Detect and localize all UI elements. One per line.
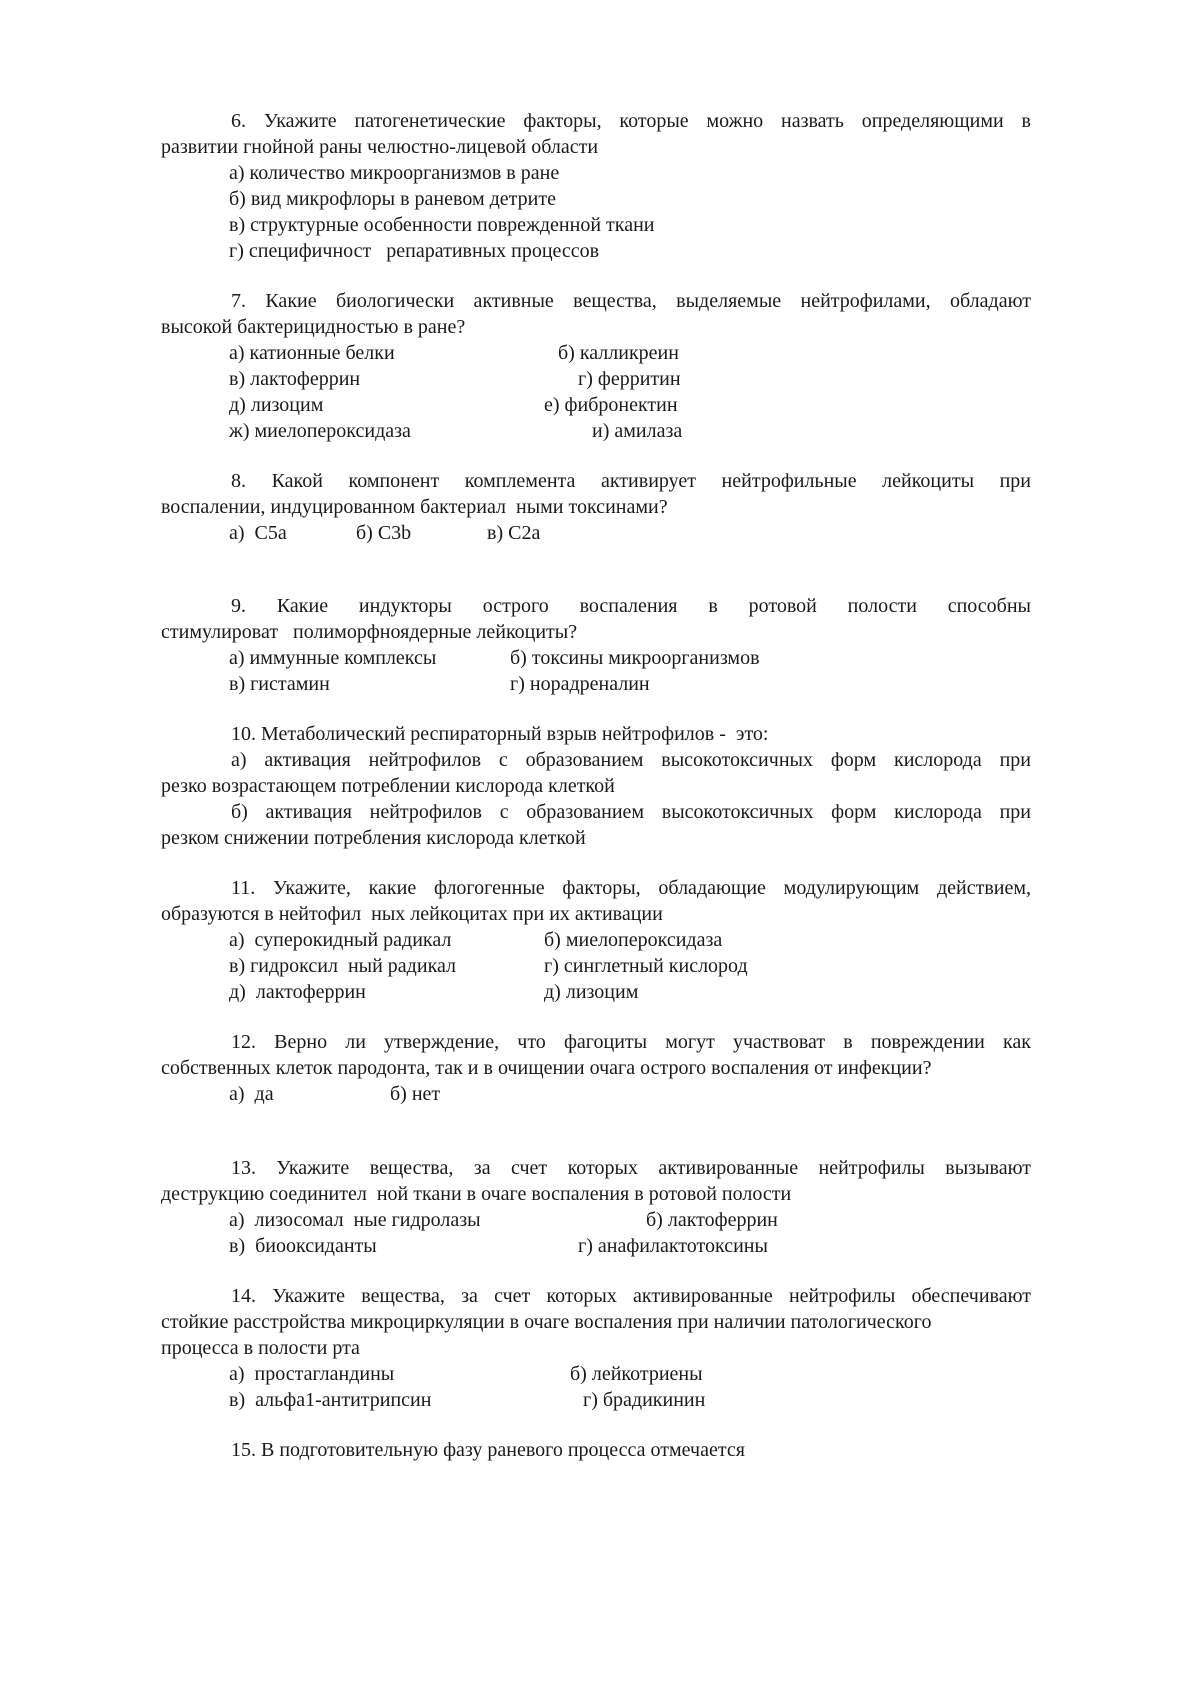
question-12-line-1: 12. Верно ли утверждение, что фагоциты могут участвоват в повреждении как [231, 1031, 1031, 1053]
question-11-line-1: 11. Укажите, какие флогогенные факторы, обладающие модулирующим действием, [231, 877, 1031, 899]
question-10-line-1: 10. Метаболический респираторный взрыв нейтрофилов - это: [231, 723, 769, 745]
question-13-option-c: в) биооксиданты [229, 1235, 377, 1257]
question-6-option-b: б) вид микрофлоры в раневом детрите [229, 188, 556, 210]
question-12-option-b: б) нет [390, 1083, 441, 1105]
question-14-option-d: г) брадикинин [583, 1389, 706, 1411]
question-8-option-b: б) С3b [356, 522, 412, 544]
question-11-option-c: в) гидроксил ный радикал [229, 955, 457, 977]
question-9-line-2: стимулироват полиморфноядерные лейкоциты? [161, 621, 578, 643]
question-13-option-d: г) анафилактотоксины [578, 1235, 768, 1257]
question-15-line-1: 15. В подготовительную фазу раневого процесса отмечается [231, 1439, 745, 1461]
question-11-line-2: образуются в нейтофил ных лейкоцитах при их активации [161, 903, 663, 925]
question-7-option-c: в) лактоферрин [229, 368, 361, 390]
question-13-option-a: а) лизосомал ные гидролазы [229, 1209, 481, 1231]
question-14-option-c: в) альфа1-антитрипсин [229, 1389, 432, 1411]
question-6-option-a: а) количество микроорганизмов в ране [229, 162, 560, 184]
question-7-option-g: ж) миелопероксидаза [229, 420, 411, 442]
question-9-option-d: г) норадреналин [510, 673, 650, 695]
question-14-line-3: процесса в полости рта [161, 1337, 360, 1359]
question-11-option-d: г) синглетный кислород [544, 955, 748, 977]
question-11-option-b: б) миелопероксидаза [544, 929, 723, 951]
question-8-option-c: в) С2а [487, 522, 541, 544]
question-7-option-h: и) амилаза [592, 420, 683, 442]
question-7-option-d: г) ферритин [578, 368, 681, 390]
question-13-line-2: деструкцию соединител ной ткани в очаге воспаления в ротовой полости [161, 1183, 792, 1205]
question-7-line-1: 7. Какие биологически активные вещества, выделяемые нейтрофилами, обладают [231, 290, 1031, 312]
question-10-option-b-line-1: б) активация нейтрофилов с образованием высокотоксичных форм кислорода при [231, 801, 1031, 823]
question-9-line-1: 9. Какие индукторы острого воспаления в ротовой полости способны [231, 595, 1031, 617]
question-8-line-1: 8. Какой компонент комплемента активирует нейтрофильные лейкоциты при [231, 470, 1031, 492]
question-8-option-a: а) С5а [229, 522, 287, 544]
question-10-option-b-line-2: резком снижении потребления кислорода клеткой [161, 827, 586, 849]
question-6-option-d: г) специфичност репаративных процессов [229, 240, 600, 262]
question-14-option-a: а) простагландины [229, 1363, 395, 1385]
question-14-option-b: б) лейкотриены [570, 1363, 703, 1385]
question-7-option-e: д) лизоцим [229, 394, 324, 416]
question-10-option-a-line-1: а) активация нейтрофилов с образованием высокотоксичных форм кислорода при [231, 749, 1031, 771]
question-6-line-2: развитии гнойной раны челюстно-лицевой области [161, 136, 599, 158]
question-9-option-a: а) иммунные комплексы [229, 647, 437, 669]
question-9-option-c: в) гистамин [229, 673, 330, 695]
question-7-option-b: б) калликреин [558, 342, 679, 364]
question-9-option-b: б) токсины микроорганизмов [510, 647, 760, 669]
question-6-line-1: 6. Укажите патогенетические факторы, которые можно назвать определяющими в [231, 110, 1031, 132]
question-7-line-2: высокой бактерицидностью в ране? [161, 316, 466, 338]
question-6-option-c: в) структурные особенности поврежденной ткани [229, 214, 655, 236]
question-11-option-f: д) лизоцим [544, 981, 639, 1003]
question-7-option-a: а) катионные белки [229, 342, 395, 364]
question-10-option-a-line-2: резко возрастающем потреблении кислорода клеткой [161, 775, 615, 797]
question-13-option-b: б) лактоферрин [646, 1209, 778, 1231]
question-14-line-2: стойкие расстройства микроциркуляции в очаге воспаления при наличии патологического [161, 1311, 932, 1333]
question-11-option-e: д) лактоферрин [229, 981, 366, 1003]
question-12-option-a: а) да [229, 1083, 274, 1105]
question-8-line-2: воспалении, индуцированном бактериал ными токсинами? [161, 496, 668, 518]
question-14-line-1: 14. Укажите вещества, за счет которых активированные нейтрофилы обеспечивают [231, 1285, 1031, 1307]
question-13-line-1: 13. Укажите вещества, за счет которых активированные нейтрофилы вызывают [231, 1157, 1031, 1179]
question-11-option-a: а) суперокидный радикал [229, 929, 452, 951]
question-7-option-f: е) фибронектин [544, 394, 678, 416]
question-12-line-2: собственных клеток пародонта, так и в очищении очага острого воспаления от инфекции? [161, 1057, 932, 1079]
